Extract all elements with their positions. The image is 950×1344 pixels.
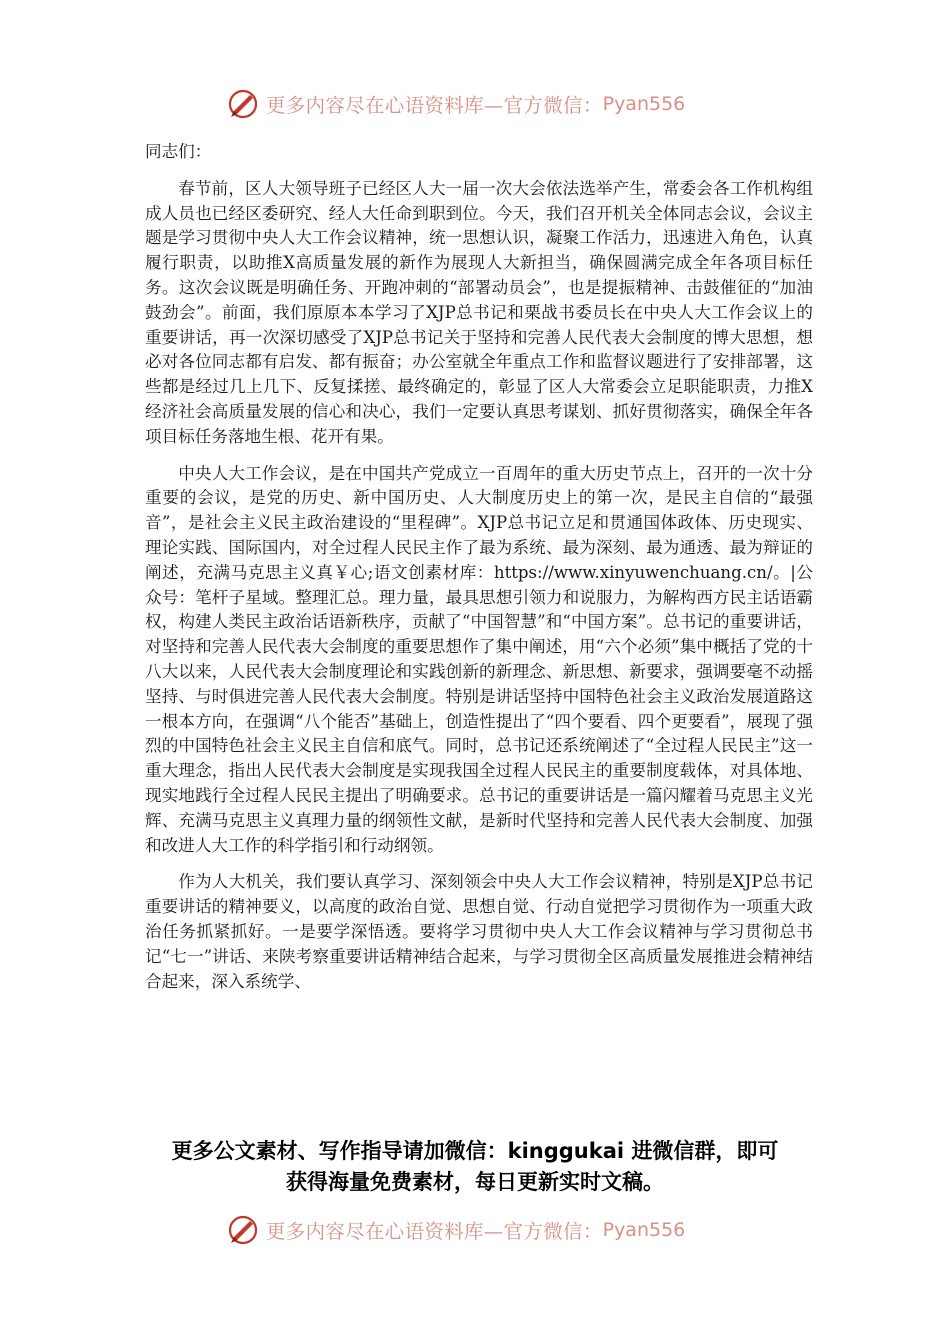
header-banner: [0, 84, 950, 124]
paragraph-1: 春节前，区人大领导班子已经区人大一届一次大会依法选举产生，常委会各工作机构组成人员也已经区委研究、经人大任命到职到位。今天，我们召开机关全体同志会议，会议主题是学习贯彻中央人大工作会议精神，统一思想认识，凝聚工作活力，迅速进入角色，认真履行职责，以助推X高质量发展的新作为展现人大新担当，确保圆满完成全年各项目标任务。这次会议既是明确任务、开跑冲刺的“部署动员会”，也是提振精神、击鼓催征的“加油鼓劲会”。前面，我们原原本本学习了XJP总书记和栗战书委员长在中央人大工作会议上的重要讲话，再一次深切感受了XJP总书记关于坚持和完善人民代表大会制度的博大思想，想必对各位同志都有启发、都有振奋；办公室就全年重点工作和监督议题进行了安排部署，这些都是经过几上几下、反复揉搓、最终确定的，彰显了区人大常委会立足职能职责，力推X经济社会高质量发展的信心和决心，我们一定要认真思考谋划、抓好贯彻落实，确保全年各项目标任务落地生根、花开有果。: [145, 178, 813, 446]
promo-notice: [140, 1136, 810, 1198]
banner-wechat-id: Pyan556: [602, 1219, 686, 1241]
banner-wechat-id: Pyan556: [602, 93, 686, 115]
banner-text: 更多内容尽在心语资料库—官方微信：: [266, 94, 603, 117]
paragraph-3: 作为人大机关，我们要认真学习、深刻领会中央人大工作会议精神，特别是XJP总书记重要讲话的精神要义，以高度的政治自觉、思想自觉、行动自觉把学习贯彻作为一项重大政治任务抓紧抓好。一是要学深悟透。要将学习贯彻中央人大工作会议精神与学习贯彻总书记“七一”讲话、来陕考察重要讲话精神结合起来，与学习贯彻全区高质量发展推进会精神结合起来，深入系统学、: [145, 872, 813, 991]
banner-text: 更多内容尽在心语资料库—官方微信：: [266, 1220, 603, 1243]
paragraph-2: 中央人大工作会议，是在中国共产党成立一百周年的重大历史节点上，召开的一次十分重要的会议，是党的历史、新中国历史、人大制度历史上的第一次，是民主自信的“最强音”，是社会主义民主政治建设的“里程碑”。XJP总书记立足和贯通国体政体、历史现实、理论实践、国际国内，对全过程人民民主作了最为系统、最为深刻、最为通透、最为辩证的阐述，充满马克思主义真￥心;语文创素材库：https://www.xinyuwenchuang.cn/。|公众号：笔杆子星域。整理汇总。理力量，最具思想引领力和说服力，为解构西方民主话语霸权，构建人类民主政治话语新秩序，贡献了“中国智慧”和“中国方案”。总书记的重要讲话，对坚持和完善人民代表大会制度的重要思想作了集中阐述，用“六个必须”集中概括了党的十八大以来，人民代表大会制度理论和实践创新的新理念、新思想、新要求，强调要毫不动摇坚持、与时俱进完善人民代表大会制度。特别是讲话坚持中国特色社会主义政治发展道路这一根本方向，在强调“八个能否”基础上，创造性提出了“四个要看、四个更要看”，展现了强烈的中国特色社会主义民主自信和底气。同时，总书记还系统阐述了“全过程人民民主”这一重大理念，指出人民代表大会制度是实现我国全过程人民民主的重要制度载体，对具体地、现实地践行全过程人民民主提出了明确要求。总书记的重要讲话是一篇闪耀着马克思主义光辉、充满马克思主义真理力量的纲领性文献，是新时代坚持和完善人民代表大会制度、加强和改进人大工作的科学指引和行动纲领。: [145, 463, 813, 855]
salutation: 同志们：: [145, 142, 212, 161]
promo-line-2: 获得海量免费素材，每日更新实时文稿。: [286, 1170, 664, 1194]
footer-banner: [0, 1210, 950, 1250]
promo-line-1: 更多公文素材、写作指导请加微信：kinggukai 进微信群，即可: [171, 1139, 779, 1163]
pen-logo-icon: [226, 1213, 260, 1247]
pen-logo-icon: [226, 87, 260, 121]
document-body: [145, 140, 813, 994]
